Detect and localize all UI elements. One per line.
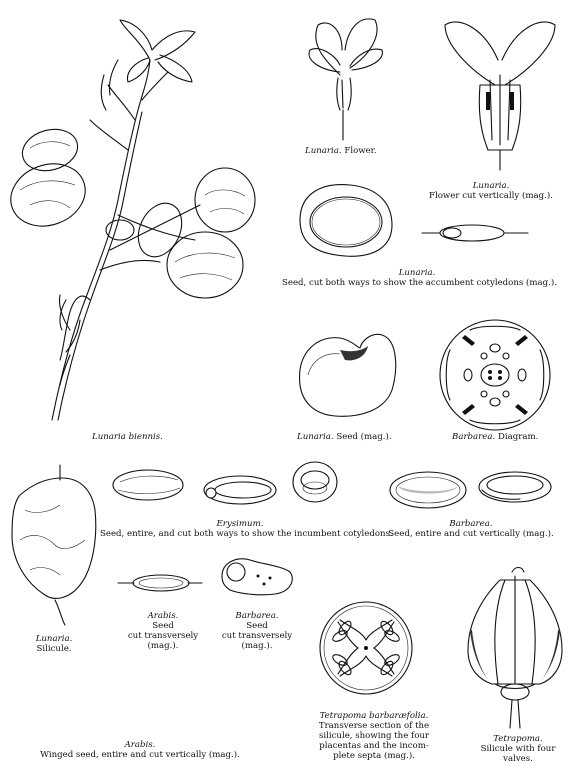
caption-line: valves. <box>503 754 533 764</box>
arabis-seed-transverse-figure <box>118 575 202 591</box>
caption-barbarea-seed-transverse <box>212 611 302 651</box>
caption-line: Seed <box>152 621 174 631</box>
caption-title: Barbarea. <box>449 519 493 529</box>
caption-text: Seed, entire and cut vertically (mag.). <box>388 529 554 539</box>
caption-lunaria-seed-cut <box>282 268 557 288</box>
caption-barbarea-seed <box>387 519 555 539</box>
caption-barbarea-diagram <box>452 432 538 442</box>
barbarea-seed-figure <box>390 472 551 508</box>
caption-text: Winged seed, entire and cut vertically (mag.). <box>40 750 240 760</box>
caption-arabis-seed <box>118 611 208 651</box>
caption-title: Lunaria. <box>472 181 510 191</box>
caption-text: Silicule. <box>36 644 72 654</box>
caption-title: Lunaria. <box>398 268 436 278</box>
caption-title: Erysimum. <box>216 519 264 529</box>
barbarea-diagram-figure <box>440 320 550 430</box>
barbarea-seed-transverse-figure <box>222 559 292 595</box>
caption-line: Transverse section of the <box>318 721 430 731</box>
tetrapoma-silicule-figure <box>468 568 562 729</box>
caption-title: Tetrapoma. <box>493 734 543 744</box>
caption-text: Seed, entire, and cut both ways to show the incumbent cotyledons. <box>100 529 393 539</box>
caption-line: cut transversely <box>221 631 293 641</box>
lunaria-flower-figure <box>309 19 382 140</box>
caption-title: Arabis. <box>124 740 156 750</box>
caption-title: Tetrapoma barbaræfolia. <box>319 711 429 721</box>
caption-text: Flower. <box>344 146 377 156</box>
caption-title: Barbarea. <box>235 611 279 621</box>
caption-title: Lunaria biennis. <box>92 432 163 442</box>
caption-text: Diagram. <box>497 432 539 442</box>
caption-text: Seed, cut both ways to show the accumbent cotyledons (mag.). <box>282 278 557 288</box>
erysimum-seed-figure <box>113 462 337 504</box>
lunaria-silicule-figure <box>12 465 96 625</box>
caption-text: Seed (mag.). <box>336 432 392 442</box>
caption-line: Seed <box>246 621 268 631</box>
caption-tetrapoma-silicule <box>468 734 568 764</box>
caption-lunaria-silicule <box>26 634 82 654</box>
caption-arabis-winged <box>40 740 240 760</box>
caption-line: cut transversely <box>127 631 199 641</box>
caption-lunaria-biennis <box>92 432 163 442</box>
caption-line: plete septa (mag.). <box>333 751 415 761</box>
caption-lunaria-flower <box>305 146 377 156</box>
caption-text: Flower cut vertically (mag.). <box>429 191 553 201</box>
caption-erysimum-seed <box>100 519 393 539</box>
caption-line: silicule, showing the four <box>318 731 430 741</box>
tetrapoma-section-figure <box>320 602 412 694</box>
caption-title: Barbarea. <box>452 432 496 442</box>
caption-title: Lunaria. <box>305 146 342 156</box>
caption-lunaria-seed <box>297 432 392 442</box>
lunaria-seed-figure <box>300 334 396 416</box>
lunaria-flower-vertical-figure <box>445 22 555 170</box>
caption-lunaria-flower-vertical <box>422 181 560 201</box>
caption-title: Lunaria. <box>35 634 73 644</box>
caption-title: Lunaria. <box>297 432 334 442</box>
lunaria-biennis-plant-figure <box>2 20 255 420</box>
caption-line: placentas and the incom- <box>319 741 429 751</box>
caption-title: Arabis. <box>147 611 179 621</box>
caption-tetrapoma-section <box>304 711 444 761</box>
caption-line: Silicule with four <box>480 744 556 754</box>
caption-line: (mag.). <box>241 641 273 651</box>
caption-line: (mag.). <box>147 641 179 651</box>
